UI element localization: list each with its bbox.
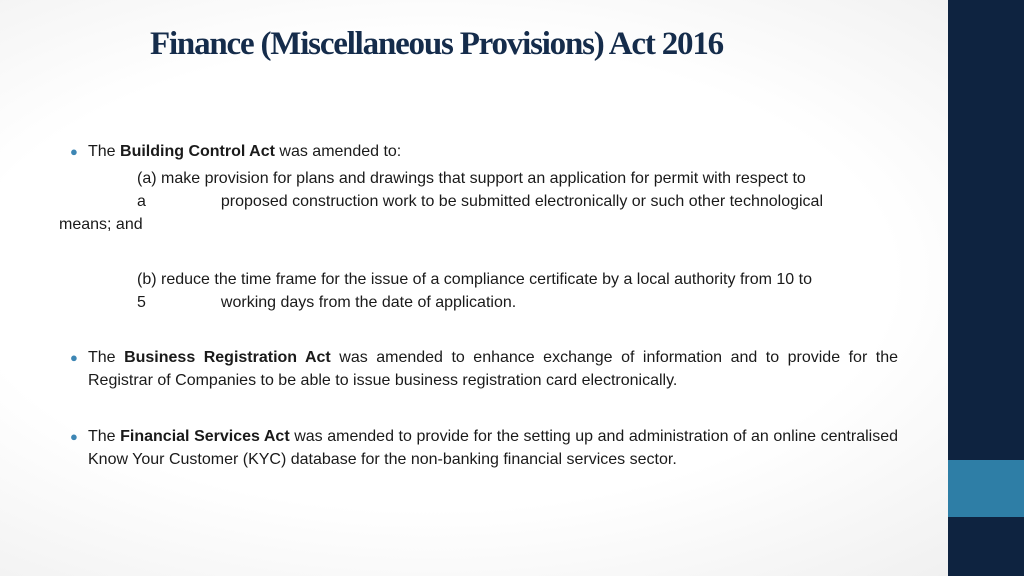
subitem-b-line1: (b) reduce the time frame for the issue of a compliance certificate by a local authority from 10 to bbox=[137, 271, 812, 288]
subitem-b-line2 bbox=[137, 291, 927, 314]
subitem-a-line3: means; and bbox=[59, 216, 143, 233]
bullet-text bbox=[88, 140, 898, 163]
bullet-text bbox=[88, 425, 898, 471]
subitem-a-line2-rest: proposed construction work to be submitted electronically or such other technological bbox=[220, 193, 824, 210]
sidebar-accent-bar bbox=[948, 460, 1024, 517]
bullet-dot-icon: ● bbox=[70, 350, 78, 365]
bullet-prefix: The bbox=[88, 143, 121, 160]
subitem-a-line1: (a) make provision for plans and drawings that support an application for permit with respect to bbox=[137, 170, 806, 187]
slide-title: Finance (Miscellaneous Provisions) Act 2016 bbox=[150, 26, 723, 62]
act-name: Financial Services Act bbox=[120, 428, 290, 445]
bullet-suffix: was amended to enhance exchange of information and to provide for the Registrar of Companies to be able to issue business registration card electronically. bbox=[88, 349, 899, 389]
subitem-a-line2-start: a bbox=[137, 193, 146, 210]
act-name: Building Control Act bbox=[120, 143, 275, 160]
subitem-b-line2-start: 5 bbox=[137, 294, 146, 311]
bullet-prefix: The bbox=[88, 428, 121, 445]
bullet-text bbox=[88, 346, 898, 392]
bullet-dot-icon: ● bbox=[70, 429, 78, 444]
subitem-b-line2-rest: working days from the date of application. bbox=[220, 294, 517, 311]
bullet-suffix: was amended to provide for the setting up and administration of an online centralised Know Your Customer (KYC) database for the non-banking financial services sector. bbox=[88, 428, 898, 468]
subitem-a-line2 bbox=[137, 190, 927, 213]
bullet-dot-icon: ● bbox=[70, 144, 78, 159]
act-name: Business Registration Act bbox=[124, 349, 331, 366]
bullet-suffix: was amended to: bbox=[274, 143, 402, 160]
bullet-prefix: The bbox=[88, 349, 125, 366]
